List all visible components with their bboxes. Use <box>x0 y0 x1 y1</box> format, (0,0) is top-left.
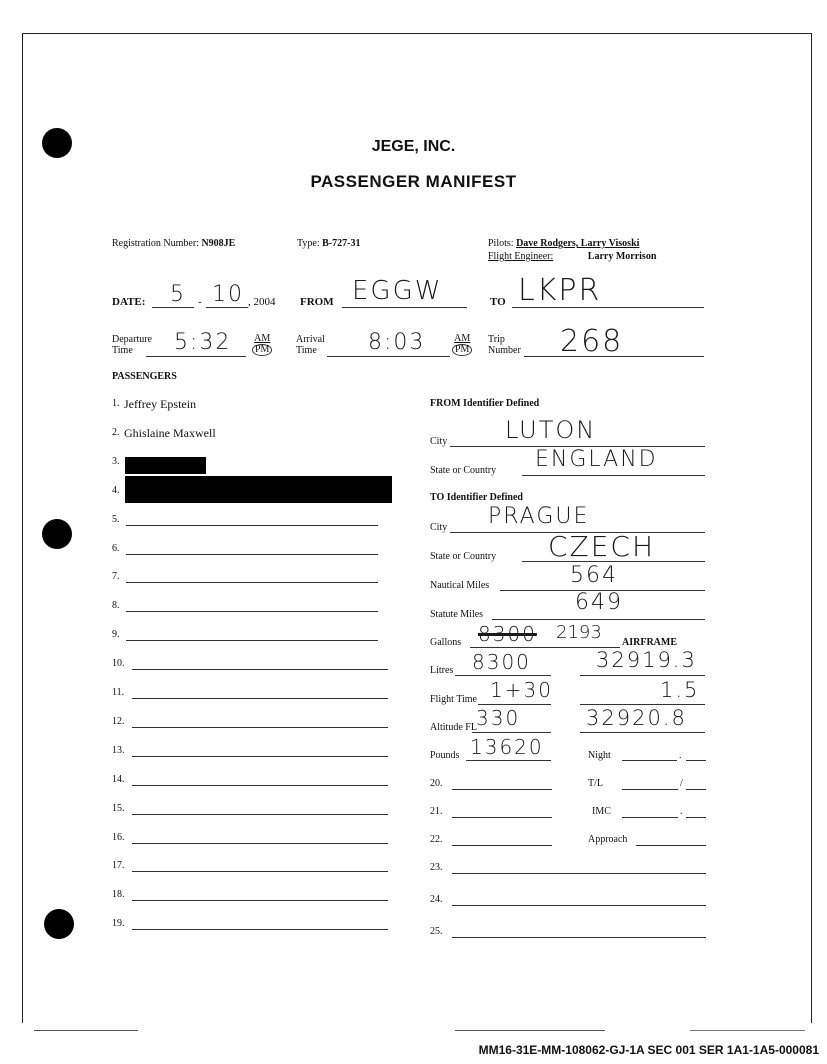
trip-label-line1: Trip <box>488 334 505 345</box>
from-state-label: State or Country <box>430 465 497 476</box>
night-label: Night <box>588 750 611 761</box>
tl-slash: / <box>680 778 683 789</box>
redaction-bar-passenger-3 <box>125 457 206 474</box>
arrival-label <box>296 334 325 356</box>
passenger-number: 3. <box>112 456 120 467</box>
departure-value: 5:32 <box>174 330 232 355</box>
litres-label: Litres <box>430 665 454 676</box>
nautical-miles-value: 564 <box>570 563 618 588</box>
to-identifier-heading: TO Identifier Defined <box>430 492 523 503</box>
passenger-number: 9. <box>112 629 120 640</box>
passenger-blank-line <box>132 871 388 872</box>
passenger-blank-line <box>132 843 388 844</box>
right-row-20-num: 20. <box>430 778 443 789</box>
pounds-line <box>466 760 551 761</box>
flight-time-label: Flight Time <box>430 694 477 705</box>
altitude-value: 330 <box>476 706 521 730</box>
pilots-label: Pilots: <box>488 238 514 249</box>
passenger-number: 5. <box>112 514 120 525</box>
statute-miles-label: Statute Miles <box>430 609 484 620</box>
passenger-number: 16. <box>112 832 125 843</box>
arrival-pm: PM <box>452 344 472 356</box>
tl-line-b <box>686 789 706 790</box>
right-row-20-line <box>452 789 552 790</box>
flight-time-line <box>478 704 551 705</box>
night-line-a <box>622 760 677 761</box>
passenger-number: 12. <box>112 716 125 727</box>
bates-number: MM16-31E-MM-108062-GJ-1A SEC 001 SER 1A1-1A5-000081 <box>478 1043 819 1057</box>
to-state-label: State or Country <box>430 551 497 562</box>
from-state-value: ENGLAND <box>535 447 658 472</box>
approach-label: Approach <box>588 834 628 845</box>
passenger-blank-line <box>126 525 378 526</box>
right-row-23-num: 23. <box>430 862 443 873</box>
litres-line <box>455 675 551 676</box>
from-label: FROM <box>300 296 334 308</box>
passenger-number: 11. <box>112 687 125 698</box>
passenger-blank-line <box>126 582 378 583</box>
gallons-struck-value: 8300 <box>478 622 537 646</box>
right-row-22-num: 22. <box>430 834 443 845</box>
date-day-line <box>206 307 248 308</box>
imc-line-b <box>686 817 706 818</box>
passenger-number: 7. <box>112 571 120 582</box>
to-city-label: City <box>430 522 448 533</box>
registration-field <box>112 238 235 249</box>
passenger-number: 18. <box>112 889 125 900</box>
from-city-value: LUTON <box>505 416 597 444</box>
statute-miles-line <box>492 619 705 620</box>
date-label: DATE: <box>112 296 146 308</box>
right-row-22-line <box>452 845 552 846</box>
passenger-blank-line <box>132 814 388 815</box>
passenger-blank-line <box>132 900 388 901</box>
from-state-line <box>522 475 705 476</box>
engineer-label: Flight Engineer: <box>488 251 554 262</box>
tl-line-a <box>622 789 678 790</box>
departure-label-line1: Departure <box>112 334 152 345</box>
date-day: 10 <box>212 282 244 307</box>
departure-ampm <box>252 333 272 356</box>
night-line-b <box>686 760 706 761</box>
pilots-value: Dave Rodgers, Larry Visoski <box>516 238 640 249</box>
from-value: EGGW <box>352 276 443 306</box>
airframe-value-3: 32920.8 <box>586 706 687 730</box>
passenger-blank-line <box>132 929 388 930</box>
nautical-miles-label: Nautical Miles <box>430 580 490 591</box>
imc-dot: . <box>680 806 683 817</box>
passenger-blank-line <box>132 727 388 728</box>
passenger-blank-line <box>126 640 378 641</box>
bottom-scan-line-middle <box>455 1030 605 1031</box>
pounds-value: 13620 <box>470 735 544 759</box>
altitude-label: Altitude FL <box>430 722 477 733</box>
bottom-scan-line-left <box>34 1030 138 1031</box>
right-row-25-num: 25. <box>430 926 443 937</box>
date-month-line <box>152 307 194 308</box>
to-label: TO <box>490 296 506 308</box>
airframe-line-3 <box>580 732 705 733</box>
statute-miles-value: 649 <box>575 590 623 615</box>
passenger-blank-line <box>126 611 378 612</box>
type-field <box>297 238 360 249</box>
departure-am: AM <box>254 333 271 344</box>
punch-hole-bottom <box>44 909 74 939</box>
right-row-25-line <box>452 937 706 938</box>
arrival-value: 8:03 <box>368 330 426 355</box>
to-city-value: PRAGUE <box>488 504 590 529</box>
date-year: , 2004 <box>248 296 276 308</box>
arrival-label-line2: Time <box>296 345 317 356</box>
date-dash: - <box>198 296 202 308</box>
company-name: JEGE, INC. <box>371 138 456 155</box>
punch-hole-middle <box>42 519 72 549</box>
from-line <box>342 307 467 308</box>
arrival-ampm <box>452 333 472 356</box>
passenger-blank-line <box>132 669 388 670</box>
airframe-heading: AIRFRAME <box>622 637 677 648</box>
tl-label: T/L <box>588 778 603 789</box>
page-border-top <box>22 33 812 34</box>
from-identifier-heading: FROM Identifier Defined <box>430 398 540 409</box>
trip-label <box>488 334 521 356</box>
departure-line <box>146 356 246 357</box>
trip-label-line2: Number <box>488 345 521 356</box>
departure-label-line2: Time <box>112 345 133 356</box>
departure-label <box>112 334 152 356</box>
type-label: Type: <box>297 238 320 249</box>
passenger-number: 19. <box>112 918 125 929</box>
departure-pm: PM <box>252 344 272 356</box>
airframe-value-1: 32919.3 <box>596 648 697 672</box>
right-row-21-line <box>452 817 552 818</box>
engineer-field <box>488 251 656 262</box>
type-value: B-727-31 <box>322 238 361 249</box>
imc-label: IMC <box>592 806 611 817</box>
engineer-value: Larry Morrison <box>587 251 657 262</box>
approach-line <box>636 845 706 846</box>
date-month: 5 <box>170 282 186 307</box>
right-row-21-num: 21. <box>430 806 443 817</box>
passenger-name: Ghislaine Maxwell <box>124 426 216 440</box>
passenger-number: 2. <box>112 427 120 438</box>
night-dot: . <box>679 750 682 761</box>
passenger-number: 8. <box>112 600 120 611</box>
right-row-24-line <box>452 905 706 906</box>
passenger-name: Jeffrey Epstein <box>124 397 197 411</box>
passenger-number: 15. <box>112 803 125 814</box>
passenger-blank-line <box>126 554 378 555</box>
passenger-blank-line <box>132 698 388 699</box>
airframe-line-2 <box>580 704 705 705</box>
passengers-heading: PASSENGERS <box>112 371 177 382</box>
pounds-label: Pounds <box>430 750 460 761</box>
altitude-line <box>472 732 551 733</box>
to-value: LKPR <box>518 273 602 308</box>
gallons-value: 2193 <box>556 622 602 643</box>
passenger-number: 14. <box>112 774 125 785</box>
trip-value: 268 <box>560 324 624 359</box>
passenger-blank-line <box>132 756 388 757</box>
pilots-field <box>488 238 639 249</box>
airframe-value-2: 1.5 <box>660 678 700 702</box>
from-city-label: City <box>430 436 448 447</box>
document-title: PASSENGER MANIFEST <box>310 172 517 191</box>
bottom-scan-line-right <box>690 1030 805 1031</box>
passenger-number: 1. <box>112 398 120 409</box>
arrival-am: AM <box>454 333 471 344</box>
right-row-23-line <box>452 873 706 874</box>
arrival-line <box>327 356 450 357</box>
imc-line-a <box>622 817 678 818</box>
passenger-blank-line <box>132 785 388 786</box>
passenger-number: 10. <box>112 658 125 669</box>
gallons-label: Gallons <box>430 637 462 648</box>
right-row-24-num: 24. <box>430 894 443 905</box>
passenger-number: 6. <box>112 543 120 554</box>
passenger-number: 17. <box>112 860 125 871</box>
to-state-value: CZECH <box>548 530 656 563</box>
registration-label: Registration Number: <box>112 238 199 249</box>
arrival-label-line1: Arrival <box>296 334 325 345</box>
passenger-number: 4. <box>112 485 120 496</box>
registration-value: N908JE <box>201 238 236 249</box>
litres-value: 8300 <box>472 650 531 674</box>
passenger-number: 13. <box>112 745 125 756</box>
airframe-line-1 <box>580 675 705 676</box>
flight-time-value: 1+30 <box>490 678 553 702</box>
redaction-bar-passenger-4 <box>125 476 392 503</box>
